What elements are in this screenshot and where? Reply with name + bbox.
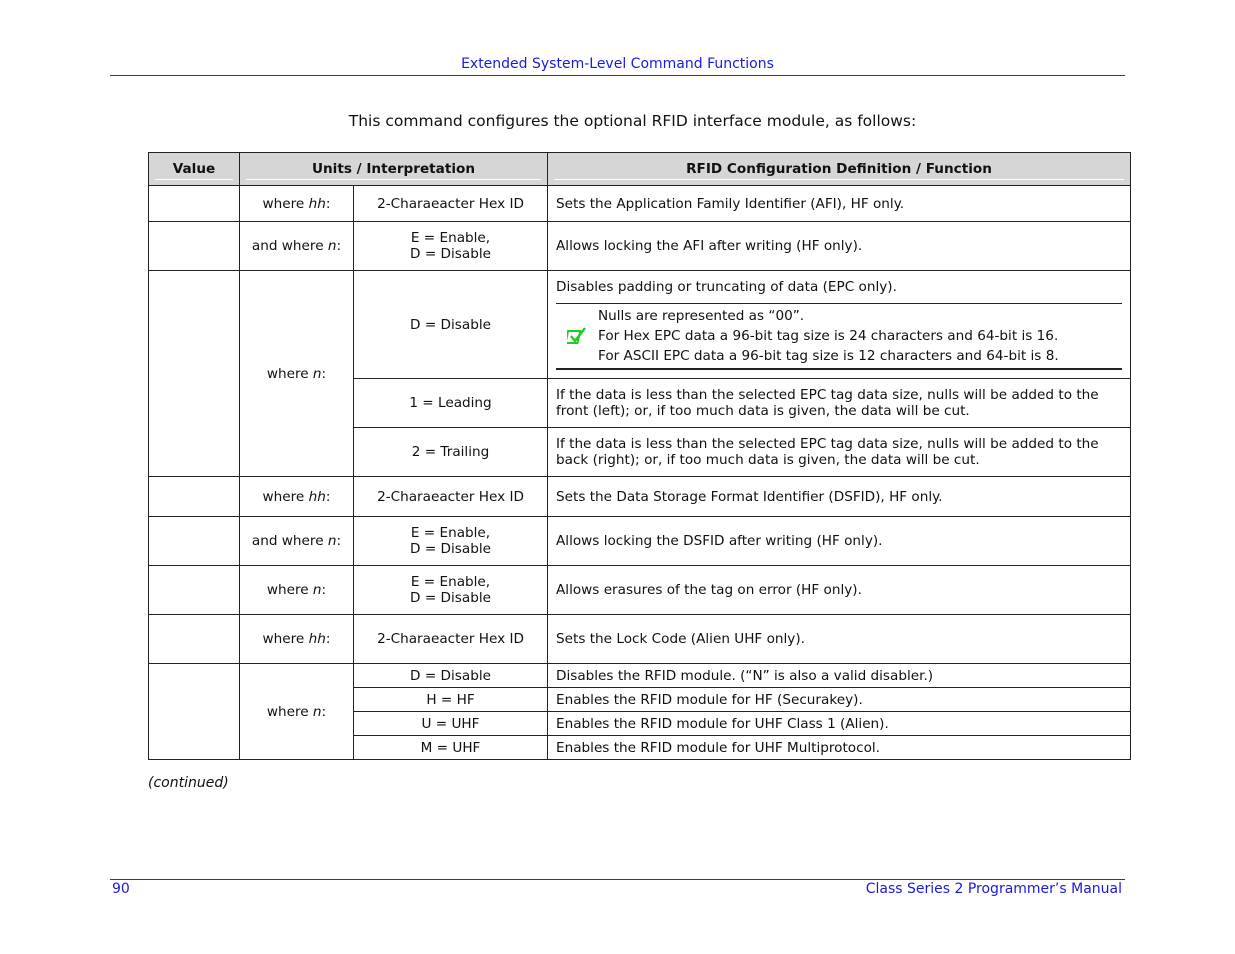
checked-note-icon [556, 327, 598, 345]
units-cell: M = UHF [354, 736, 548, 760]
header-value: Value [149, 153, 240, 186]
param-label: where hh: [240, 615, 354, 664]
table-row [149, 517, 1131, 566]
value-cell [149, 271, 240, 477]
table-row [149, 186, 1131, 222]
header-definition: RFID Configuration Definition / Function [548, 153, 1131, 186]
units-cell: 2-Charaeacter Hex ID [354, 186, 548, 222]
units-cell: 2-Charaeacter Hex ID [354, 615, 548, 664]
value-cell [149, 477, 240, 517]
definition-cell: Sets the Application Family Identifier (AFI), HF only. [548, 186, 1131, 222]
intro-text: This command configures the optional RFID interface module, as follows: [348, 112, 917, 130]
continued-label: (continued) [148, 775, 229, 791]
units-cell: 1 = Leading [354, 379, 548, 428]
header-units: Units / Interpretation [240, 153, 548, 186]
page-footer [110, 879, 1125, 897]
page-number: 90 [112, 881, 130, 897]
param-label: where n: [240, 664, 354, 760]
table-row [149, 477, 1131, 517]
rfid-config-table [148, 152, 1131, 760]
units-cell: E = Enable, D = Disable [354, 517, 548, 566]
table-row [149, 222, 1131, 271]
param-label: where hh: [240, 477, 354, 517]
table-row [149, 566, 1131, 615]
definition-text: Disables padding or truncating of data (EPC only). [556, 279, 897, 295]
definition-cell: If the data is less than the selected EPC tag data size, nulls will be added to the back (right); or, if too much data is given, the data will be cut. [548, 428, 1131, 477]
units-cell: D = Disable [354, 664, 548, 688]
running-header [110, 56, 1125, 76]
value-cell [149, 186, 240, 222]
definition-cell: Allows locking the AFI after writing (HF only). [548, 222, 1131, 271]
units-cell: U = UHF [354, 712, 548, 736]
header-title: Extended System-Level Command Functions [461, 56, 774, 72]
table-row [149, 271, 1131, 379]
table-header-row [149, 153, 1131, 186]
note-box [556, 303, 1122, 370]
definition-cell [548, 271, 1131, 379]
definition-cell: Enables the RFID module for UHF Multiprotocol. [548, 736, 1131, 760]
value-cell [149, 615, 240, 664]
param-label: where n: [240, 566, 354, 615]
value-cell [149, 664, 240, 760]
definition-cell: Enables the RFID module for UHF Class 1 (Alien). [548, 712, 1131, 736]
table-row [149, 615, 1131, 664]
units-cell: H = HF [354, 688, 548, 712]
table-row [149, 664, 1131, 688]
units-cell: 2-Charaeacter Hex ID [354, 477, 548, 517]
param-label: where n: [240, 271, 354, 477]
units-cell: E = Enable, D = Disable [354, 222, 548, 271]
param-label: where hh: [240, 186, 354, 222]
note-text: Nulls are represented as “00”. For Hex EPC data a 96-bit tag size is 24 characters and 64-bit is 16. For ASCII EPC data a 96-bit tag size is 12 characters and 64-bit is 8. [598, 308, 1059, 364]
value-cell [149, 222, 240, 271]
value-cell [149, 517, 240, 566]
param-label: and where n: [240, 222, 354, 271]
definition-cell: Enables the RFID module for HF (Securakey). [548, 688, 1131, 712]
definition-cell: Allows erasures of the tag on error (HF only). [548, 566, 1131, 615]
units-cell: E = Enable, D = Disable [354, 566, 548, 615]
units-cell: 2 = Trailing [354, 428, 548, 477]
definition-cell: Sets the Data Storage Format Identifier (DSFID), HF only. [548, 477, 1131, 517]
definition-cell: Sets the Lock Code (Alien UHF only). [548, 615, 1131, 664]
manual-title: Class Series 2 Programmer’s Manual [865, 881, 1122, 897]
definition-cell: Allows locking the DSFID after writing (HF only). [548, 517, 1131, 566]
units-cell: D = Disable [354, 271, 548, 379]
value-cell [149, 566, 240, 615]
definition-cell: If the data is less than the selected EPC tag data size, nulls will be added to the front (left); or, if too much data is given, the data will be cut. [548, 379, 1131, 428]
definition-cell: Disables the RFID module. (“N” is also a valid disabler.) [548, 664, 1131, 688]
param-label: and where n: [240, 517, 354, 566]
